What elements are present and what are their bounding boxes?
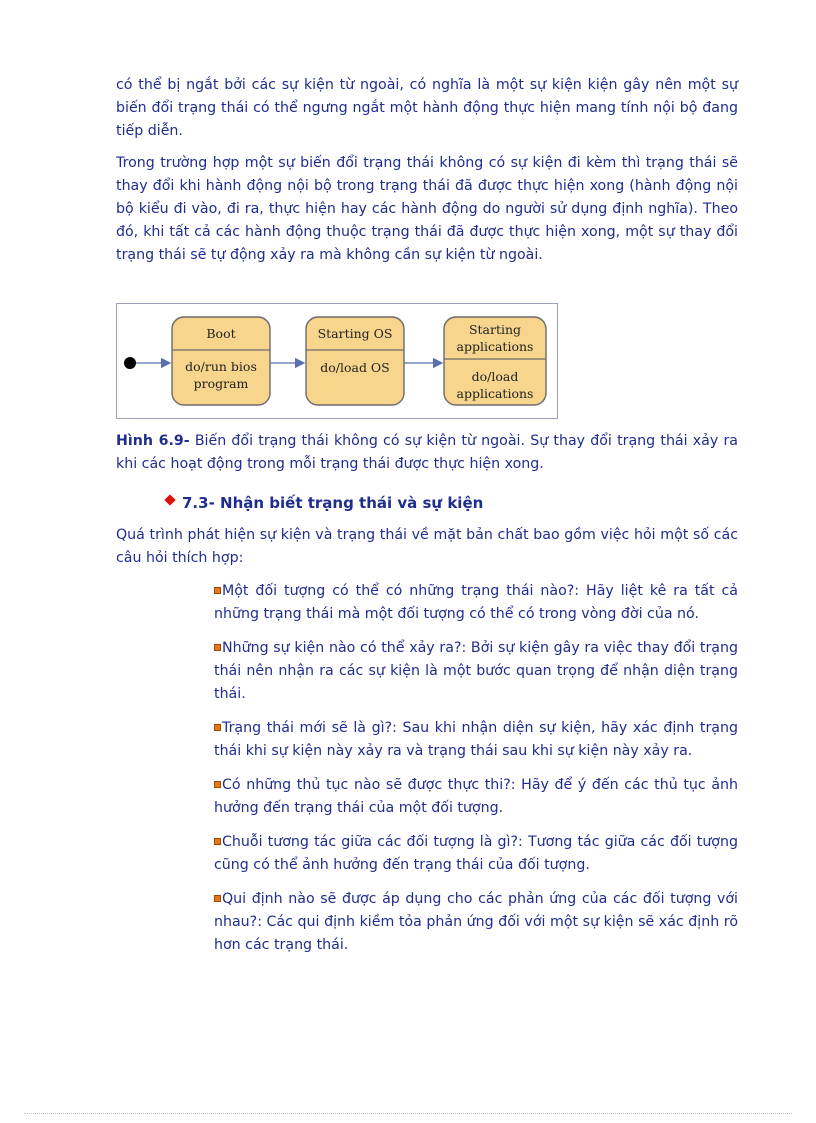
list-item-text: Một đối tượng có thể có những trạng thái nào?: Hãy liệt kê ra tất cả những trạng thái mà một đối tượng có thể có trong vòng đời của nó. <box>214 583 738 622</box>
list-item-text: Trạng thái mới sẽ là gì?: Sau khi nhận diện sự kiện, hãy xác định trạng thái khi sự kiện này xảy ra và trạng thái sau khi sự kiện này xảy ra. <box>214 720 738 759</box>
state-boot-name: Boot <box>206 326 236 341</box>
state-starting-applications-name-line-2: applications <box>456 339 534 354</box>
state-starting-os-name: Starting OS <box>317 326 393 341</box>
section-heading-title: 7.3- Nhận biết trạng thái và sự kiện <box>182 494 484 512</box>
figure-caption-text: Biến đổi trạng thái không có sự kiện từ ngoài. Sự thay đổi trạng thái xảy ra khi các hoạt động trong mỗi trạng thái được thực hiện xong. <box>116 433 738 472</box>
state-starting-applications-name-line-1: Starting <box>468 322 522 337</box>
paragraph-questions-intro: Quá trình phát hiện sự kiện và trạng thái về mặt bản chất bao gồm việc hỏi một số các câu hỏi thích hợp: <box>116 527 738 566</box>
initial-state-node <box>124 357 136 369</box>
list-item <box>214 831 738 877</box>
paragraph-transition-without-event: Trong trường hợp một sự biến đổi trạng thái không có sự kiện đi kèm thì trạng thái sẽ thay đổi khi hành động nội bộ trong trạng thái đã được thực hiện xong (hành động nội bộ kiểu đi vào, đi ra, thực hiện hay các hành động do người sử dụng định nghĩa). Theo đó, khi tất cả các hành động thuộc trạng thái đã được thực hiện xong, một sự thay đổi trạng thái sẽ tự động xảy ra mà không cần sự kiện từ ngoài. <box>116 155 738 263</box>
state-starting-os-action: do/load OS <box>320 360 390 375</box>
orange-square-bullet-icon <box>214 587 221 594</box>
orange-square-bullet-icon <box>214 781 221 788</box>
state-diagram-figure <box>116 303 558 419</box>
page-bottom-divider <box>24 1113 792 1114</box>
list-item-text: Có những thủ tục nào sẽ được thực thi?: Hãy để ý đến các thủ tục ảnh hưởng đến trạng thái của một đối tượng. <box>214 777 738 816</box>
orange-square-bullet-icon <box>214 838 221 845</box>
figure-caption-label: Hình 6.9- <box>116 433 190 449</box>
state-starting-applications-action-line-1: do/load <box>471 369 519 384</box>
paragraph-intro-continuation: có thể bị ngắt bởi các sự kiện từ ngoài, có nghĩa là một sự kiện kiện gây nên một sự biến đổi trạng thái có thể ngưng ngắt một hành động thực hiện mang tính nội bộ đang tiếp diễn. <box>116 77 738 139</box>
state-starting-applications <box>444 317 546 405</box>
orange-square-bullet-icon <box>214 895 221 902</box>
list-item <box>214 637 738 706</box>
list-item <box>214 717 738 763</box>
state-starting-os <box>306 317 404 405</box>
list-item-text: Những sự kiện nào có thể xảy ra?: Bởi sự kiện gây ra việc thay đổi trạng thái nên nhận ra các sự kiện là một bước quan trọng để nhận diện trạng thái. <box>214 640 738 702</box>
state-boot <box>172 317 270 405</box>
list-item <box>214 580 738 626</box>
state-boot-action-line-2: program <box>193 376 249 391</box>
list-item-text: Chuỗi tương tác giữa các đối tượng là gì?: Tương tác giữa các đối tượng cũng có thể ảnh hưởng đến trạng thái của đối tượng. <box>214 834 738 873</box>
list-item <box>214 774 738 820</box>
state-starting-applications-action-line-2: applications <box>456 386 534 401</box>
section-heading <box>166 490 483 516</box>
list-item <box>214 888 738 957</box>
figure-caption <box>116 430 738 476</box>
state-boot-action-line-1: do/run bios <box>185 359 257 374</box>
state-diagram <box>117 304 557 418</box>
orange-square-bullet-icon <box>214 724 221 731</box>
red-diamond-icon <box>164 494 175 505</box>
list-item-text: Qui định nào sẽ được áp dụng cho các phản ứng của các đối tượng với nhau?: Các qui định kiềm tỏa phản ứng đối với một sự kiện sẽ xác định rõ hơn các trạng thái. <box>214 891 738 953</box>
orange-square-bullet-icon <box>214 644 221 651</box>
question-list <box>214 580 738 968</box>
